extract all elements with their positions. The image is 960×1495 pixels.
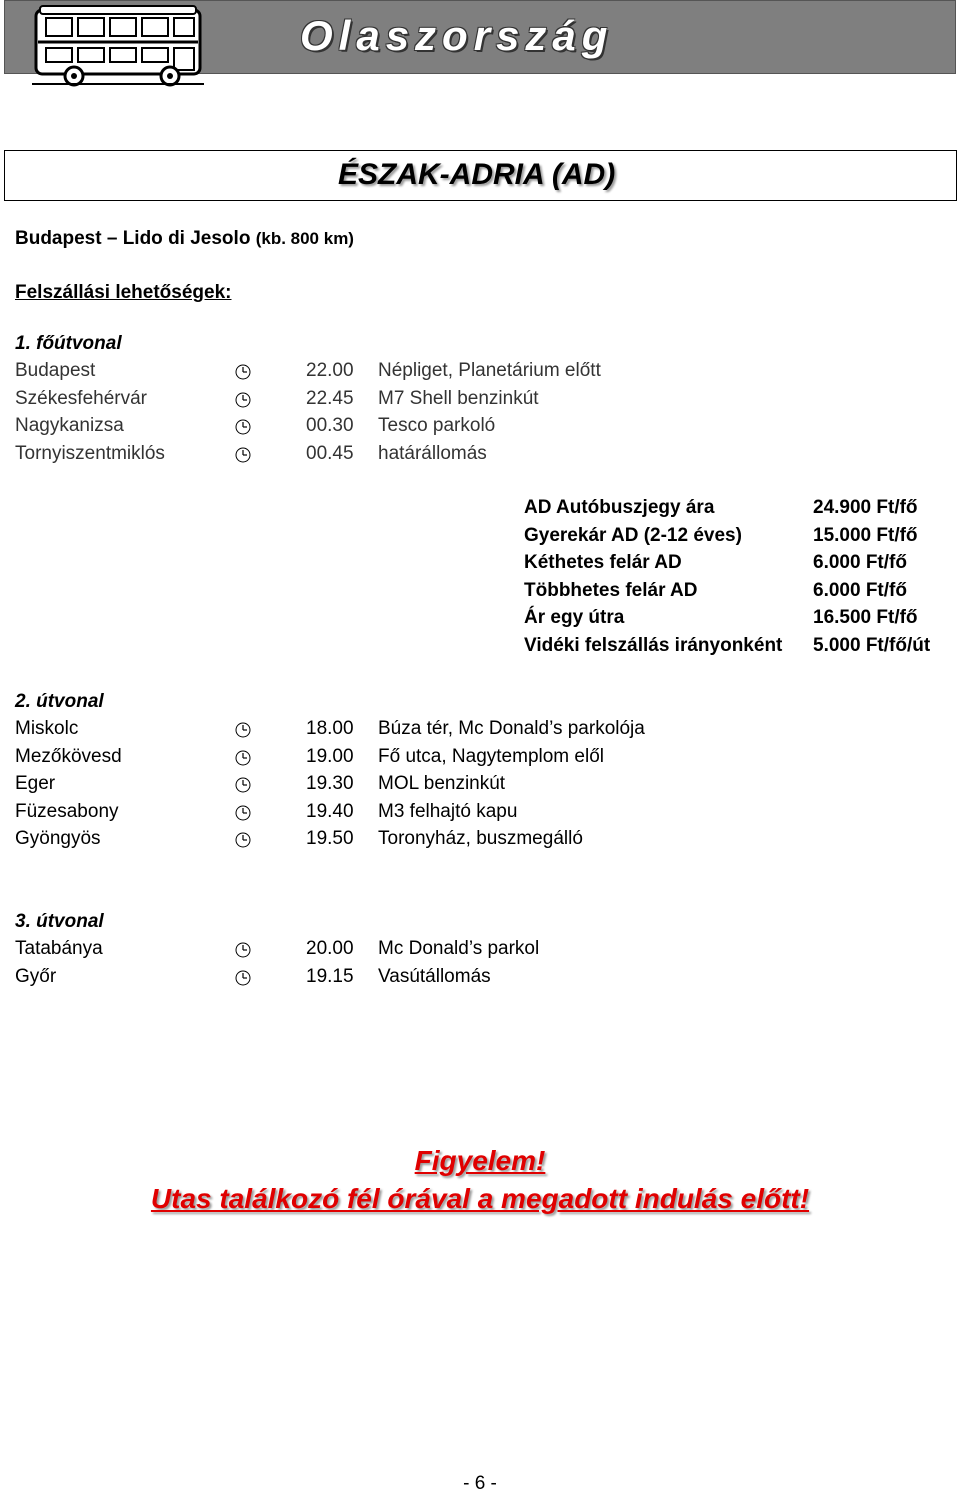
stop-time: 22.45 [306, 387, 354, 409]
route3-title: 3. útvonal [15, 911, 104, 932]
stop-time: 18.00 [306, 718, 354, 739]
route1-title: 1. főútvonal [15, 333, 122, 354]
stop-city: Budapest [15, 360, 96, 381]
stop-place: Mc Donald’s parkol [378, 938, 540, 959]
stop-city: Tornyiszentmiklós [15, 442, 165, 464]
stop-place: Népliget, Planetárium előtt [378, 360, 601, 381]
stop-time: 19.30 [306, 773, 354, 795]
price-label: Vidéki felszállás irányonként [524, 635, 783, 656]
stop-place: határállomás [378, 442, 487, 464]
warning-text: Utas találkozó fél órával a megadott indulás előtt! [150, 1183, 810, 1214]
price-label: Kéthetes felár AD [524, 552, 682, 574]
clock-icon [235, 832, 251, 848]
stop-city: Mezőkövesd [15, 745, 122, 767]
clock-icon [235, 805, 251, 821]
stop-place: Vasútállomás [378, 965, 491, 987]
clock-icon [235, 419, 251, 435]
stop-city: Gyöngyös [15, 828, 101, 850]
stop-city: Nagykanizsa [15, 415, 124, 437]
stop-city: Eger [15, 773, 56, 795]
clock-icon [235, 447, 251, 463]
price-value: 24.900 Ft/fő [813, 497, 918, 518]
stop-place: M7 Shell benzinkút [378, 387, 539, 409]
stop-place: Fő utca, Nagytemplom elől [378, 745, 604, 767]
page-number: - 6 - [463, 1473, 497, 1494]
price-value: 16.500 Ft/fő [813, 607, 918, 629]
double-decker-bus-icon [30, 2, 206, 88]
price-label: Többhetes felár AD [524, 579, 698, 601]
clock-icon [235, 942, 251, 958]
stop-city: Székesfehérvár [15, 387, 148, 409]
stop-time: 22.00 [306, 360, 354, 381]
country-title: Olaszország [300, 12, 614, 59]
clock-icon [235, 970, 251, 986]
stop-city: Miskolc [15, 718, 79, 739]
route-distance: (kb. 800 km) [255, 229, 354, 248]
region-title: ÉSZAK-ADRIA (AD) [338, 158, 616, 191]
price-label: Ár egy útra [524, 607, 625, 629]
route2-title: 2. útvonal [15, 691, 104, 712]
price-value: 6.000 Ft/fő [813, 552, 907, 574]
route-line [15, 228, 354, 250]
clock-icon [235, 750, 251, 766]
stop-time: 00.30 [306, 415, 354, 437]
warning-title: Figyelem! [414, 1145, 546, 1176]
price-value: 15.000 Ft/fő [813, 524, 918, 546]
boarding-title: Felszállási lehetőségek: [15, 282, 232, 303]
stop-time: 19.50 [306, 828, 354, 850]
stop-place: Toronyház, buszmegálló [378, 828, 583, 850]
clock-icon [235, 392, 251, 408]
stop-time: 00.45 [306, 442, 354, 464]
price-label: Gyerekár AD (2-12 éves) [524, 524, 742, 546]
route-main: Budapest – Lido di Jesolo [15, 228, 251, 249]
stop-city: Füzesabony [15, 800, 119, 822]
stop-place: M3 felhajtó kapu [378, 800, 518, 822]
stop-time: 19.00 [306, 745, 354, 767]
stop-time: 20.00 [306, 938, 354, 959]
stop-place: Búza tér, Mc Donald’s parkolója [378, 718, 645, 739]
price-value: 5.000 Ft/fő/út [813, 635, 931, 656]
stop-city: Tatabánya [15, 938, 103, 959]
stop-time: 19.15 [306, 965, 354, 987]
stop-city: Győr [15, 965, 57, 987]
stop-place: MOL benzinkút [378, 773, 506, 795]
stop-place: Tesco parkoló [378, 415, 496, 437]
clock-icon [235, 777, 251, 793]
price-label: AD Autóbuszjegy ára [524, 497, 715, 518]
price-value: 6.000 Ft/fő [813, 579, 907, 601]
clock-icon [235, 722, 251, 738]
clock-icon [235, 364, 251, 380]
stop-time: 19.40 [306, 800, 354, 822]
